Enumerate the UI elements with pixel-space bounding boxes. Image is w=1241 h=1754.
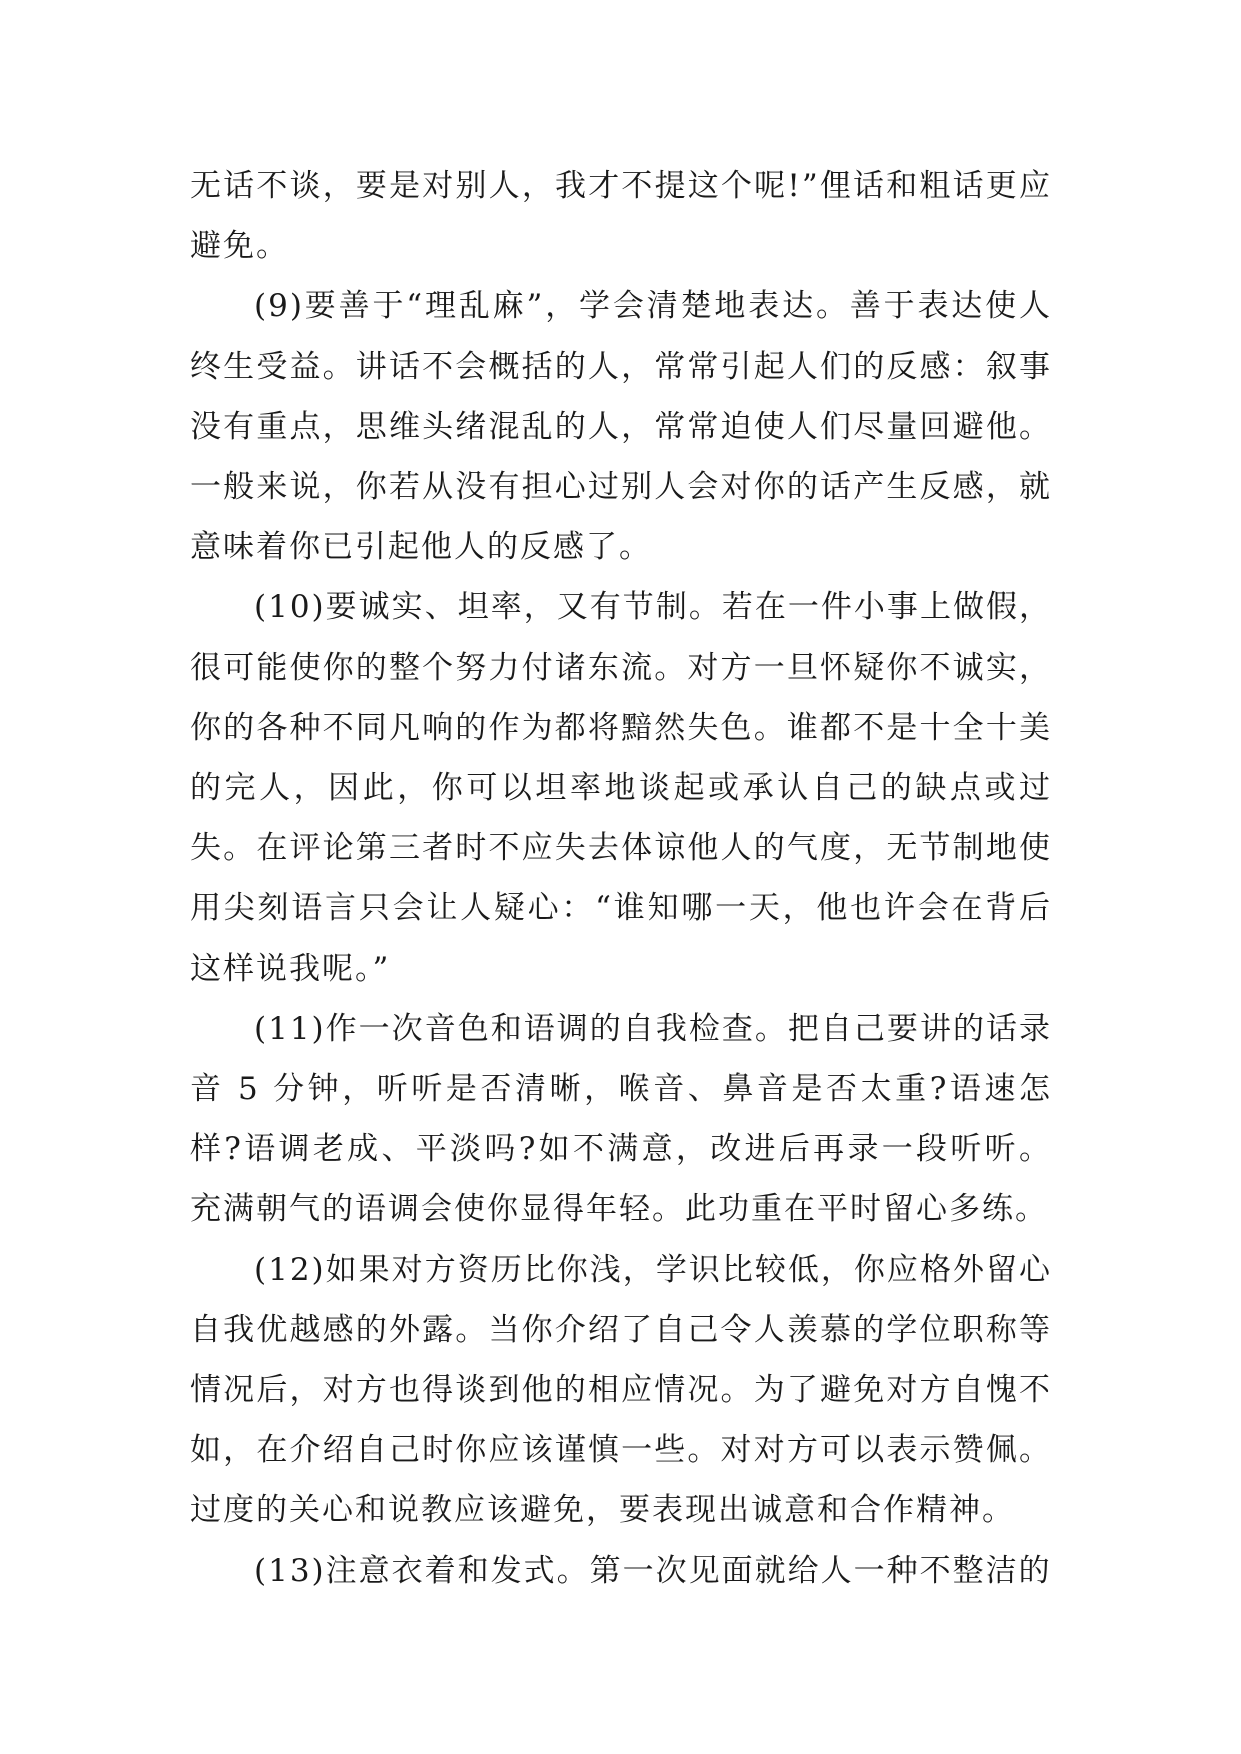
- paragraph-9: (9)要善于“理乱麻”，学会清楚地表达。善于表达使人终生受益。讲话不会概括的人，常常引起人们的反感：叙事没有重点，思维头绪混乱的人，常常迫使人们尽量回避他。一般来说，你若从没有担心过别人会对你的话产生反感，就意味着你已引起他人的反感了。: [190, 288, 1052, 566]
- paragraph-8-continuation: 无话不谈，要是对别人，我才不提这个呢!”俚话和粗话更应避免。: [190, 168, 1052, 265]
- paragraph-13: (13)注意衣着和发式。第一次见面就给人一种不整洁的: [254, 1552, 1052, 1589]
- paragraph-11: (11)作一次音色和语调的自我检查。把自己要讲的话录音 5 分钟，听听是否清晰，喉音、鼻音是否太重?语速怎样?语调老成、平淡吗?如不满意，改进后再录一段听听。充满朝气的语调会使你显得年轻。此功重在平时留心多练。: [190, 1010, 1052, 1228]
- document-body: [190, 156, 1052, 1601]
- paragraph-10: (10)要诚实、坦率，又有节制。若在一件小事上做假，很可能使你的整个努力付诸东流。对方一旦怀疑你不诚实，你的各种不同凡响的作为都将黯然失色。谁都不是十全十美的完人，因此，你可以坦率地谈起或承认自己的缺点或过失。在评论第三者时不应失去体谅他人的气度，无节制地使用尖刻语言只会让人疑心：“谁知哪一天，他也许会在背后这样说我呢。”: [190, 589, 1052, 987]
- paragraph-12: (12)如果对方资历比你浅，学识比较低，你应格外留心自我优越感的外露。当你介绍了自己令人羡慕的学位职称等情况后，对方也得谈到他的相应情况。为了避免对方自愧不如，在介绍自己时你应该谨慎一些。对对方可以表示赞佩。过度的关心和说教应该避免，要表现出诚意和合作精神。: [190, 1251, 1052, 1529]
